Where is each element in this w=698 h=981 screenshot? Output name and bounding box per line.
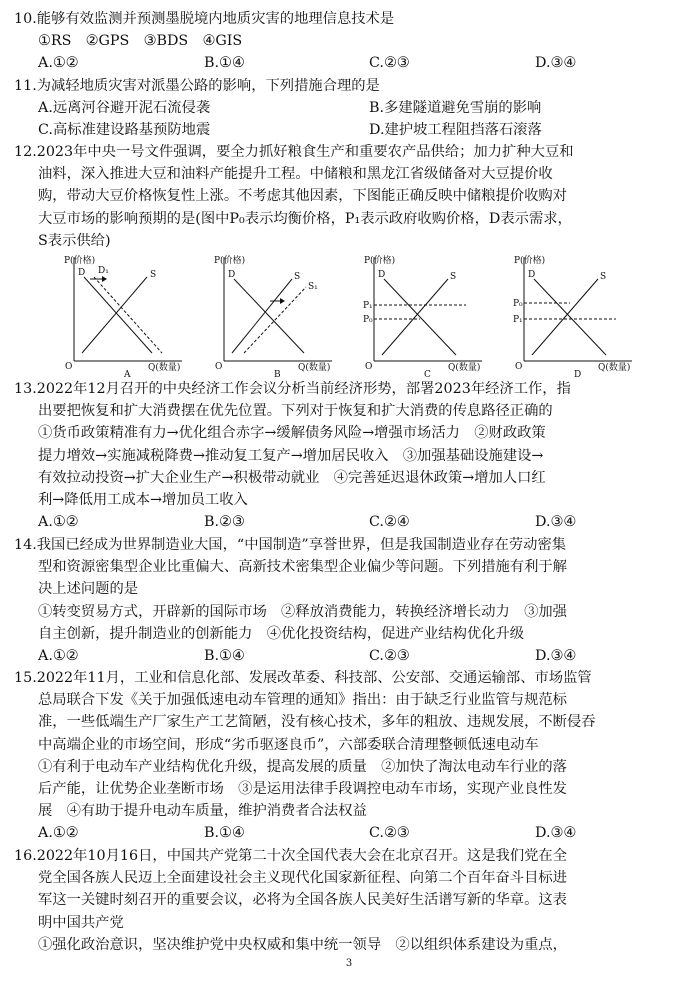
q11-option-d: D.建护坡工程阻挡落石滚落: [369, 122, 542, 139]
chart-letter: C: [424, 370, 431, 380]
q12-line: 油料，深入推进大豆和油料产能提升工程。中储粮和黑龙江省级储备对大豆提价收: [38, 166, 553, 183]
chart-a: [62, 253, 202, 380]
q13-option-b: B.②③: [204, 514, 245, 531]
q10-options: [14, 52, 688, 74]
q12-line: 购，带动大豆价格恢复性上涨。不考虑其他因素，下图能正确反映中储粮提价收购对: [38, 188, 567, 205]
q15-option-d: D.③④: [535, 825, 577, 842]
question-10: [14, 8, 688, 75]
q11-options-row1: [14, 97, 688, 119]
q12-line: S表示供给): [38, 232, 111, 249]
q10-option-a: A.①②: [38, 55, 79, 72]
q13-option-d: D.③④: [535, 514, 577, 531]
q15-option-a: A.①②: [38, 825, 79, 842]
x-axis-label: Q(数量): [148, 363, 181, 373]
supply-curve: [382, 279, 448, 355]
d-label: D: [378, 270, 386, 280]
question-15: [14, 667, 688, 845]
q16-line: 党全国各族人民迈上全面建设社会主义现代化国家新征程、向第二个百年奋斗目标进: [38, 870, 567, 887]
demand-curve: [534, 279, 606, 355]
supply-curve-shifted: [244, 287, 306, 353]
q13-line: 13.2022年12月召开的中央经济工作会议分析当前经济形势，部署2023年经济工作，指: [14, 381, 571, 397]
chart-c-svg: [362, 253, 502, 380]
q16-line: 军这一关键时刻召开的重要会议，必将为全国各族人民美好生活谱写新的华章。这表: [38, 892, 567, 909]
q12-line: 12.2023年中央一号文件强调，要全力抓好粮食生产和重要农产品供给；加力扩种大豆和: [14, 144, 574, 160]
demand-curve: [234, 279, 304, 353]
d1-label: D₁: [98, 266, 109, 276]
y-axis-label: P(价格): [64, 256, 96, 266]
q14-option-d: D.③④: [535, 647, 577, 664]
q15-option-b: B.①④: [204, 825, 245, 842]
q16-line: ①强化政治意识，坚决维护党中央权威和集中统一领导 ②以组织体系建设为重点，: [38, 936, 567, 953]
supply-curve: [82, 277, 147, 353]
chart-b: [212, 253, 352, 380]
q15-line: 总局联合下发《关于加强低速电动车管理的通知》指出：由于缺乏行业监管与规范标: [38, 692, 567, 709]
chart-c: [362, 253, 502, 380]
supply-curve: [232, 279, 292, 353]
q14-option-c: C.②③: [369, 647, 410, 664]
supply-curve: [532, 279, 598, 355]
q11-option-a: A.远离河谷避开泥石流侵袭: [38, 100, 211, 117]
shift-arrowhead: [280, 298, 285, 304]
q15-line: 展 ④有助于提升电动车质量，维护消费者合法权益: [38, 803, 367, 820]
q11-stem: 11.为减轻地质灾害对派墨公路的影响，下列措施合理的是: [14, 78, 380, 94]
q14-options: [14, 645, 688, 667]
q14-line: ①转变贸易方式，开辟新的国际市场 ②释放消费能力，转换经济增长动力 ③加强: [38, 603, 567, 620]
d-label: D: [78, 268, 86, 278]
q16-line: 明中国共产党: [38, 914, 124, 931]
x-axis-label: Q(数量): [598, 363, 631, 373]
chart-letter: A: [124, 370, 131, 380]
s-label: S: [294, 272, 301, 282]
q15-line: ①有利于电动车产业结构优化升级，提高发展的质量 ②加快了淘汰电动车行业的落: [38, 758, 567, 775]
q15-line: 15.2022年11月，工业和信息化部、发展改革委、科技部、公安部、交通运输部、市场监管: [14, 670, 592, 686]
q10-option-c: C.②③: [369, 55, 410, 72]
q12-line: 大豆市场的影响预期的是(图中P₀表示均衡价格，P₁表示政府收购价格，D表示需求，: [38, 210, 572, 227]
demand-curve: [384, 279, 456, 355]
origin-label: O: [215, 362, 223, 372]
origin-label: O: [515, 362, 523, 372]
q15-line: 后产能，让优势企业垄断市场 ③是运用法律手段调控电动车市场，实现产业良性发: [38, 780, 567, 797]
p0-label: P₀: [363, 315, 373, 325]
demand-curve: [84, 277, 152, 353]
q10-option-d: D.③④: [535, 55, 577, 72]
q15-options: [14, 822, 688, 844]
q13-line: 利→降低用工成本→增加员工收入: [38, 491, 248, 508]
x-axis-label: Q(数量): [448, 363, 481, 373]
q14-option-a: A.①②: [38, 647, 79, 664]
chart-d: [512, 253, 652, 380]
question-11: [14, 75, 688, 142]
origin-label: O: [65, 362, 73, 372]
q13-option-a: A.①②: [38, 514, 79, 531]
p1-label: P₁: [513, 315, 523, 325]
q13-options: [14, 511, 688, 533]
s-label: S: [450, 272, 457, 282]
chart-a-svg: [62, 253, 202, 380]
chart-d-svg: [512, 253, 652, 380]
question-14: [14, 534, 688, 667]
chart-b-svg: [212, 253, 352, 380]
supply-demand-figures: [62, 253, 682, 380]
q15-option-c: C.②③: [369, 825, 410, 842]
chart-letter: B: [274, 370, 281, 380]
q13-option-c: C.②④: [369, 514, 410, 531]
question-12: [14, 141, 688, 252]
q14-line: 型和资源密集型企业比重偏大、高新技术密集型企业偏少等问题。下列措施有利于解: [38, 559, 567, 576]
y-axis-label: P(价格): [514, 256, 546, 266]
y-axis-label: P(价格): [364, 256, 396, 266]
s1-label: S₁: [308, 282, 318, 292]
q11-option-c: C.高标准建设路基预防地震: [38, 122, 211, 139]
s-label: S: [600, 272, 607, 282]
question-13: [14, 378, 688, 533]
demand-curve-shifted: [94, 277, 162, 353]
shift-arrowhead: [102, 276, 107, 282]
q14-line: 自主创新，提升制造业的创新能力 ④优化投资结构，促进产业结构优化升级: [38, 625, 525, 642]
y-axis-label: P(价格): [214, 256, 246, 266]
p0-label: P₀: [513, 299, 523, 309]
q13-line: ①货币政策精准有力→优化组合赤字→缓解债务风险→增强市场活力 ②财政政策: [38, 425, 546, 442]
q13-line: 有效拉动投资→扩大企业生产→积极带动就业 ④完善延迟退休政策→增加人口红: [38, 469, 546, 486]
q10-stem: 10.能够有效监测并预测墨脱境内地质灾害的地理信息技术是: [14, 11, 395, 27]
x-axis-label: Q(数量): [298, 363, 331, 373]
q16-line: 16.2022年10月16日，中国共产党第二十次全国代表大会在北京召开。这是我们党在全: [14, 848, 568, 864]
d-label: D: [228, 270, 236, 280]
page-number: 3: [345, 958, 353, 969]
q10-option-b: B.①④: [204, 55, 245, 72]
q13-line: 提力增效→实施减税降费→推动复工复产→增加居民收入 ③加强基础设施建设→: [38, 447, 544, 464]
q11-option-b: B.多建隧道避免雪崩的影响: [369, 100, 542, 117]
p1-label: P₁: [363, 301, 373, 311]
s-label: S: [150, 270, 157, 280]
q14-line: 决上述问题的是: [38, 581, 139, 598]
question-16: [14, 845, 688, 956]
q11-options-row2: [14, 119, 688, 141]
q15-line: 中高端企业的市场空间，形成“劣币驱逐良币”，六部委联合清理整顿低速电动车: [38, 736, 539, 753]
q14-line: 14.我国已经成为世界制造业大国，“中国制造”享誉世界，但是我国制造业存在劳动密集: [14, 537, 567, 553]
chart-letter: D: [574, 370, 582, 380]
q10-items: ①RS ②GPS ③BDS ④GIS: [38, 33, 243, 50]
q14-option-b: B.①④: [204, 647, 245, 664]
q13-line: 出要把恢复和扩大消费摆在优先位置。下列对于恢复和扩大消费的传息路径正确的: [38, 403, 553, 420]
origin-label: O: [365, 362, 373, 372]
q15-line: 准，一些低端生产厂家生产工艺简陋，没有核心技术，多年的粗放、违规发展，不断侵吞: [38, 714, 596, 731]
d-label: D: [528, 270, 536, 280]
